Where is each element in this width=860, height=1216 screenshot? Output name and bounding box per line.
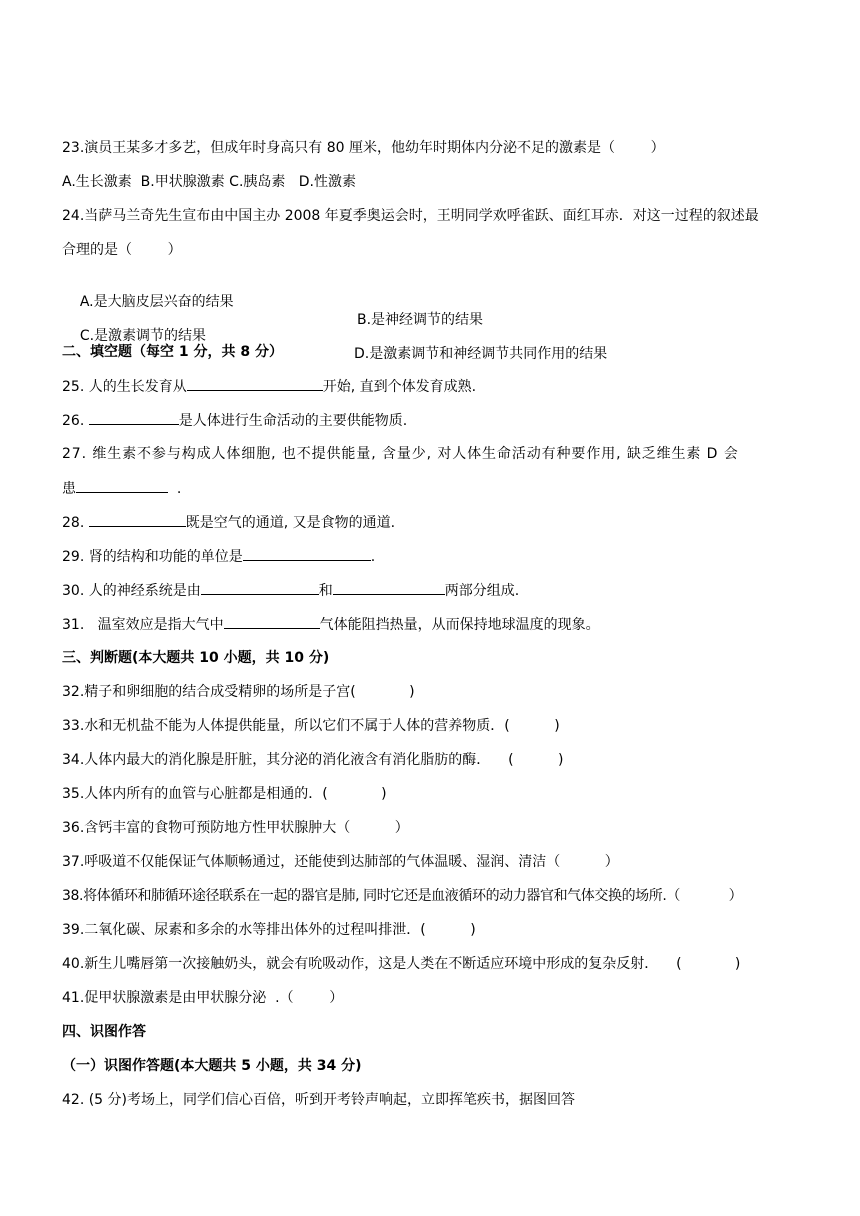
question-28 — [62, 513, 820, 531]
section-fill-in-heading: 二、填空题（每空 1 分，共 8 分） — [62, 344, 283, 360]
q25-text-after: 开始, 直到个体发育成熟. — [322, 379, 477, 395]
question-31 — [62, 615, 820, 633]
q26-answer-blank[interactable] — [89, 411, 179, 425]
q31-text-after: 气体能阻挡热量，从而保持地球温度的现象。 — [319, 617, 600, 633]
question-34: 34.人体内最大的消化腺是肝脏，其分泌的消化液含有消化脂肪的酶． ( ) — [62, 752, 564, 768]
q29-answer-blank[interactable] — [243, 547, 371, 561]
q27-text-before: 患 — [62, 481, 76, 497]
question-38: 38.将体循环和肺循环途径联系在一起的器官是肺, 同时它还是血液循环的动力器官和气体交换的场所.（ ） — [62, 888, 743, 904]
question-37: 37.呼吸道不仅能保证气体顺畅通过，还能使到达肺部的气体温暖、湿润、清洁（ ） — [62, 854, 619, 870]
question-24-line2: 合理的是（ ） — [62, 242, 182, 258]
q28-text-before: 28. — [62, 515, 89, 531]
question-39: 39.二氧化碳、尿素和多余的水等排出体外的过程叫排泄．( ) — [62, 922, 476, 938]
option-d: D.是激素调节和神经调节共同作用的结果 — [354, 346, 608, 362]
option-b: B.是神经调节的结果 — [357, 312, 484, 328]
q26-text-after: 是人体进行生命活动的主要供能物质. — [178, 413, 408, 429]
q29-text-before: 29. 肾的结构和功能的单位是 — [62, 549, 243, 565]
q30-answer-blank-2[interactable] — [333, 581, 445, 595]
question-41: 41.促甲状腺激素是由甲状腺分泌 .（ ） — [62, 990, 344, 1006]
q29-text-after: . — [370, 549, 376, 565]
q30-text-after: 两部分组成. — [444, 583, 520, 599]
q28-text-after: 既是空气的通道, 又是食物的通道. — [185, 515, 396, 531]
question-29 — [62, 547, 820, 565]
question-35: 35.人体内所有的血管与心脏都是相通的．( ) — [62, 786, 387, 802]
q28-answer-blank[interactable] — [89, 513, 186, 527]
option-a: A.是大脑皮层兴奋的结果 — [79, 294, 234, 310]
option-c: C.是激素调节的结果 — [79, 328, 207, 344]
question-30 — [62, 581, 820, 599]
q26-text-before: 26. — [62, 413, 89, 429]
section-judgement-heading: 三、判断题(本大题共 10 小题，共 10 分) — [62, 650, 330, 666]
question-25 — [62, 377, 820, 395]
section-diagram-subheading: （一）识图作答题(本大题共 5 小题，共 34 分) — [62, 1058, 362, 1074]
q30-text-middle: 和 — [318, 583, 333, 599]
q30-answer-blank-1[interactable] — [201, 581, 319, 595]
question-23: 23.演员王某多才多艺，但成年时身高只有 80 厘米，他幼年时期体内分泌不足的激素是（ ） — [62, 140, 665, 156]
q31-answer-blank[interactable] — [224, 615, 320, 629]
question-36: 36.含钙丰富的食物可预防地方性甲状腺肿大（ ） — [62, 820, 409, 836]
section-diagram-heading: 四、识图作答 — [62, 1024, 146, 1040]
question-27-line1: 27. 维生素不参与构成人体细胞, 也不提供能量, 含量少, 对人体生命活动有种要作用, 缺乏维生素 D 会 — [62, 446, 739, 462]
question-32: 32.精子和卵细胞的结合成受精卵的场所是子宫( ) — [62, 684, 415, 700]
question-23-options: A.生长激素 B.甲状腺激素 C.胰岛素 D.性激素 — [62, 174, 356, 190]
question-24-options-ab — [62, 275, 820, 328]
q25-answer-blank[interactable] — [187, 377, 323, 391]
question-27-line2 — [62, 479, 820, 497]
question-33: 33.水和无机盐不能为人体提供能量，所以它们不属于人体的营养物质．( ) — [62, 718, 560, 734]
q27-answer-blank[interactable] — [76, 479, 168, 493]
q25-text-before: 25. 人的生长发育从 — [62, 379, 187, 395]
q30-text-before: 30. 人的神经系统是由 — [62, 583, 201, 599]
q31-text-before: 31. 温室效应是指大气中 — [62, 617, 224, 633]
question-40: 40.新生儿嘴唇第一次接触奶头，就会有吮吸动作，这是人类在不断适应环境中形成的复杂反射． ( ) — [62, 956, 741, 972]
question-42: 42. (5 分)考场上，同学们信心百倍，听到开考铃声响起，立即挥笔疾书，据图回答 — [62, 1092, 575, 1108]
question-24-line1: 24.当萨马兰奇先生宣布由中国主办 2008 年夏季奥运会时，王明同学欢呼雀跃、面红耳赤．对这一过程的叙述最 — [62, 208, 759, 224]
question-26 — [62, 411, 820, 429]
q27-text-after: . — [168, 481, 182, 497]
